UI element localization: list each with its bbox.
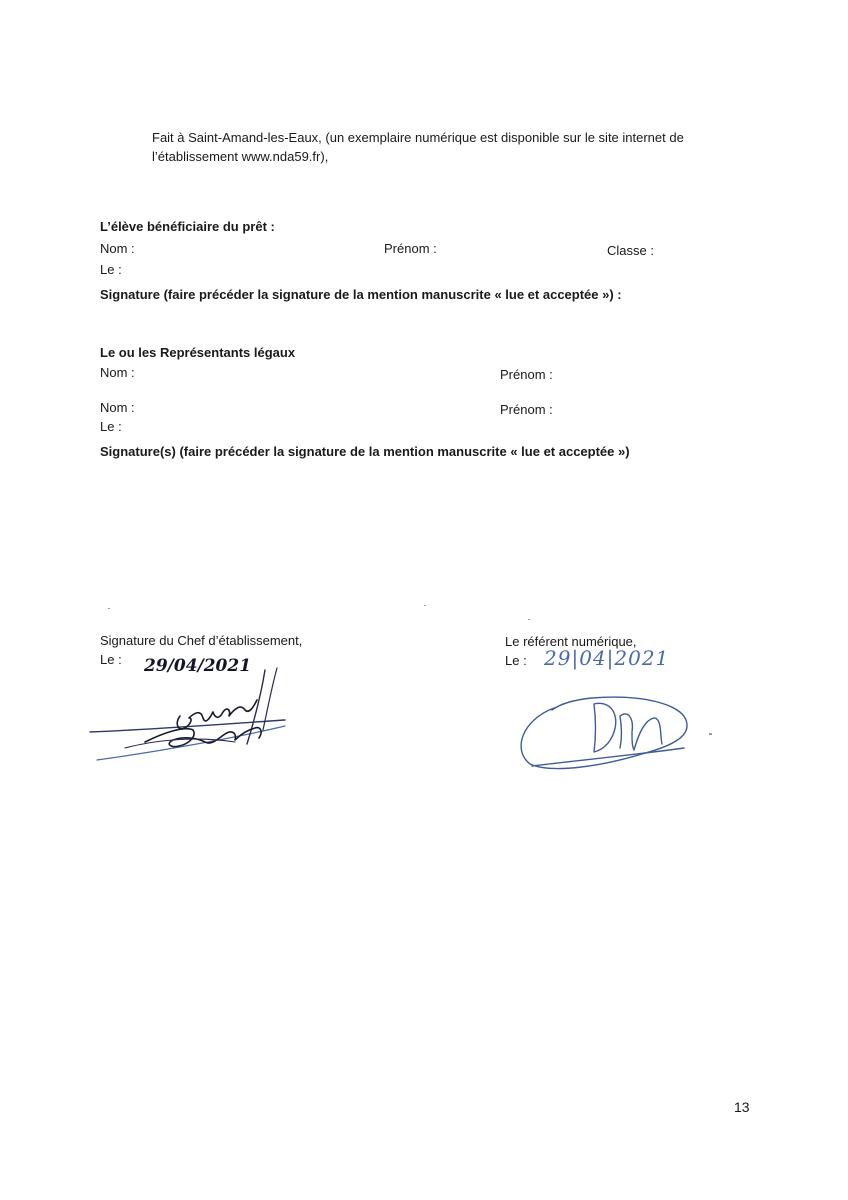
scan-speck: [528, 619, 530, 620]
student-le-label: Le :: [100, 262, 122, 277]
chef-title: Signature du Chef d’établissement,: [100, 633, 303, 648]
student-heading: L’élève bénéficiaire du prêt :: [100, 219, 275, 234]
representatives-heading: Le ou les Représentants légaux: [100, 345, 296, 360]
representative-1-prenom-label: Prénom :: [500, 367, 553, 382]
intro-paragraph: [152, 128, 712, 166]
intro-line-1: Fait à Saint-Amand-les-Eaux, (un exemplaire numérique est disponible sur le site internet de: [152, 130, 684, 145]
representative-2-prenom-label: Prénom :: [500, 402, 553, 417]
student-signature-label: Signature (faire précéder la signature de la mention manuscrite « lue et acceptée ») :: [100, 287, 622, 302]
representative-1-nom-label: Nom :: [100, 365, 135, 380]
referent-signature: [512, 680, 712, 775]
referent-le-label: Le :: [505, 653, 527, 668]
page-number: 13: [734, 1099, 750, 1115]
referent-title: Le référent numérique,: [505, 634, 637, 649]
chef-handwritten-date: 29/04/2021: [144, 656, 252, 676]
student-nom-label: Nom :: [100, 241, 135, 256]
referent-handwritten-date: 29|04|2021: [544, 646, 670, 670]
chef-signature-text: Parkinson Dercas: [85, 660, 93, 661]
representatives-le-label: Le :: [100, 419, 122, 434]
representative-2-nom-label: Nom :: [100, 400, 135, 415]
intro-line-2: l’établissement www.nda59.fr),: [152, 149, 329, 164]
scan-speck: [424, 605, 426, 606]
representatives-signature-label: Signature(s) (faire précéder la signature de la mention manuscrite « lue et acceptée »): [100, 444, 630, 459]
referent-signature-text: DM: [512, 680, 514, 681]
scan-speck: [108, 608, 110, 609]
chef-le-label: Le :: [100, 652, 122, 667]
chef-signature: [85, 660, 295, 770]
student-classe-label: Classe :: [607, 243, 654, 258]
student-prenom-label: Prénom :: [384, 241, 437, 256]
